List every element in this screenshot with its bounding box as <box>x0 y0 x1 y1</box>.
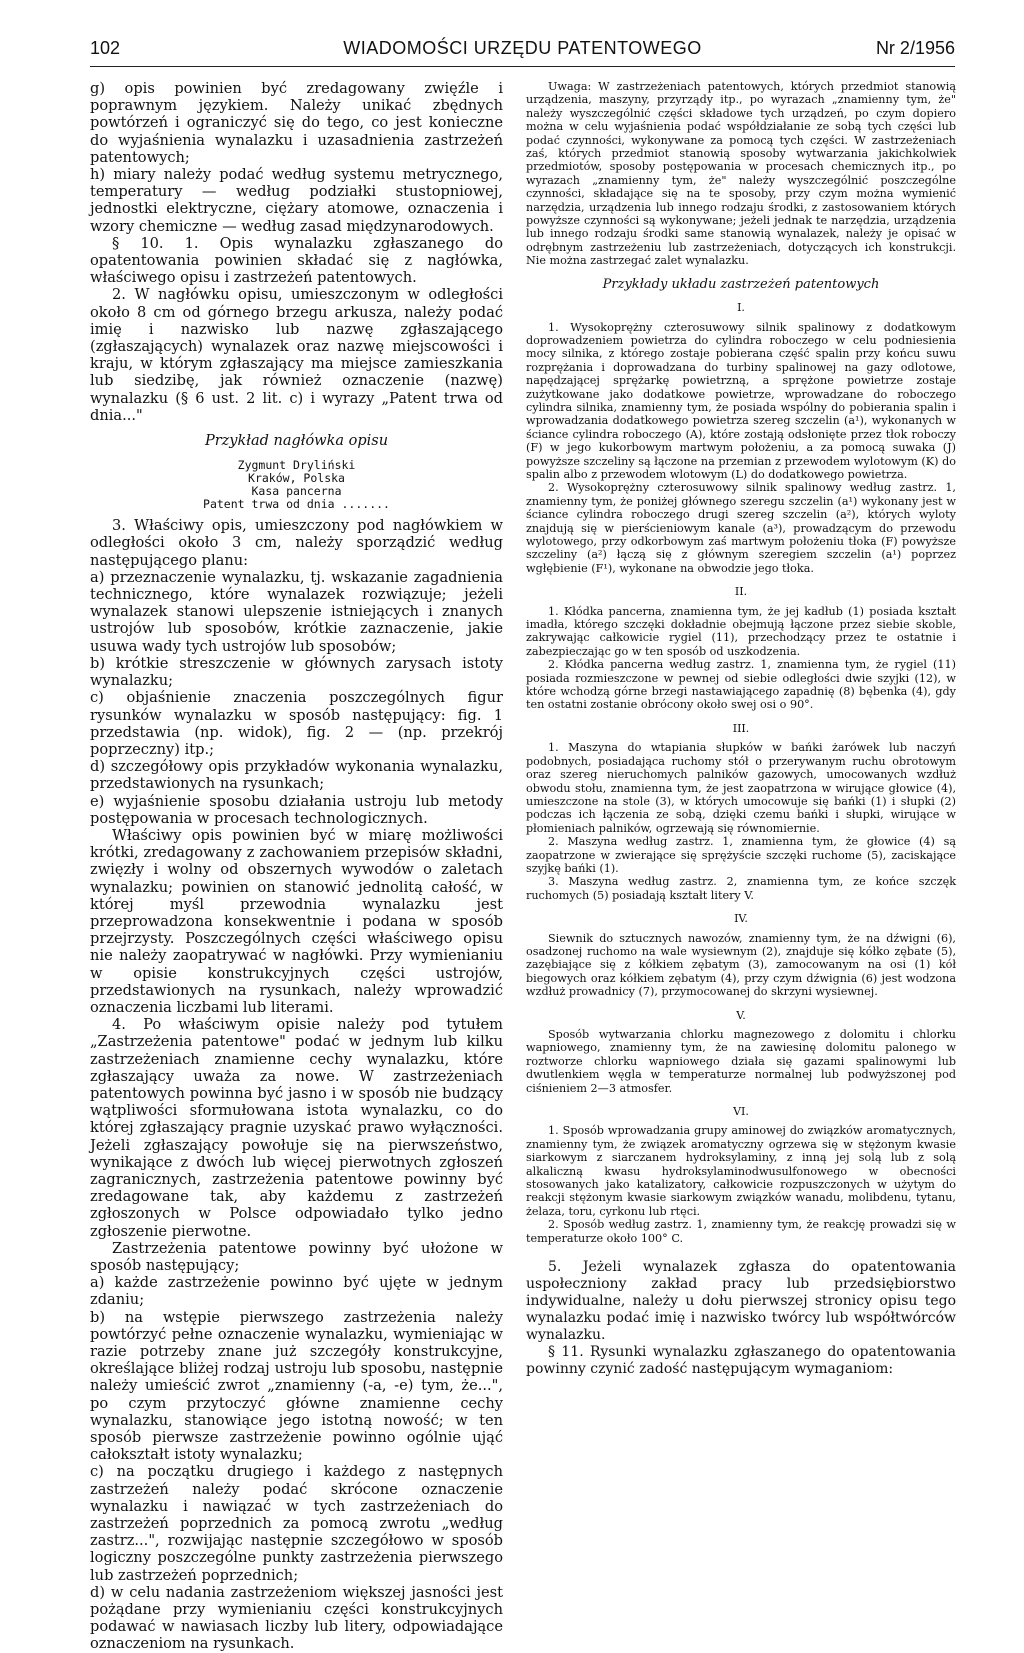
example-line: Kraków, Polska <box>248 471 345 486</box>
claims-layout-intro: Zastrzeżenia patentowe powinny być ułożone w sposób następujący; <box>90 1239 503 1274</box>
point-2: 2. W nagłówku opisu, umieszczonym w odległości około 8 cm od górnego brzegu arkusza, należy podać imię i nazwisko lub nazwę zgłaszającego (zgłaszających) wynalazek oraz nazwę miejscowości i kraju, w którym zgłaszający ma miejsce zamieszkania lub siedzibę, jak również oznaczenie (nazwę) wynalazku (§ 6 ust. 2 lit. c) i wyrazy „Patent trwa od dnia..." <box>90 286 503 424</box>
item-g: g) opis powinien być zredagowany zwięźle i poprawnym językiem. Należy unikać zbędnych powtórzeń i ograniczyć się do tego, co jest konieczne do wyjaśnienia wynalazku i uzasadnienia zastrzeżeń patentowych; <box>90 80 503 166</box>
point-5: 5. Jeżeli wynalazek zgłasza do opatentowania uspołeczniony zakład pracy lub przedsiębiorstwo indywidualne, należy u dołu pierwszej stronicy opisu tego wynalazku podać imię i nazwisko twórcy lub współtwórców wynalazku. <box>526 1259 956 1344</box>
page-header <box>90 38 955 64</box>
claim: 1. Kłódka pancerna, znamienna tym, że jej kadłub (1) posiada kształt imadła, którego szczęki dokładnie obejmują łączone przez siebie skoble, zakrywając całkowicie rygiel (11), przechodzący przez te ostatnie i zabezpieczając go w ten sposób od uszkodzenia. <box>526 604 956 658</box>
claim: 1. Wysokoprężny czterosuwowy silnik spalinowy z dodatkowym doprowadzeniem powietrza do cylindra roboczego w celu podniesienia mocy silnika, z którego zostaje pobierana część spalin przy końcu suwu rozprężania i doprowadzana do turbiny spalinowej na gazy odlotowe, napędzającej sprężarkę powietrzną, a sprężone powietrze zostaje zużytkowane jako dodatkowe powietrze, wprowadzane do roboczego cylindra silnika, znamienny tym, że posiada wspólny do pobierania spalin i wprowadzania dodatkowego powietrza szereg szczelin (a¹), wykonanych w ściance cylindra roboczego (A), które zostają odsłonięte przez tłok roboczy (F) w jego kukorbowym martwym położeniu, a za pomocą suwaka (J) powyższe szczeliny są łączone na przemian z przewodem wylotowym (K) do spalin albo z przewodem wlotowym (L) do dodatkowego powietrza. <box>526 320 956 481</box>
journal-title: WIADOMOŚCI URZĘDU PATENTOWEGO <box>343 38 702 58</box>
point-3: 3. Właściwy opis, umieszczony pod nagłówkiem w odległości około 3 cm, należy sporządzić według następującego planu: <box>90 517 503 569</box>
claim: 2. Kłódka pancerna według zastrz. 1, znamienna tym, że rygiel (11) posiada rozmieszczone w pewnej od siebie odległości dwie szyjki (12), w które wchodzą górne brzegi nastawiającego zapadnię (8) bębenka (4), gdy ten ostatni zostanie obrócony około swej osi o 90°. <box>526 658 956 712</box>
description-paragraph: Właściwy opis powinien być w miarę możliwości krótki, zredagowany z zachowaniem przepisów składni, zwięzły i wolny od obszernych wywodów o zaletach wynalazku; powinien on stanowić jednolitą całość, w której myśl przewodnia wynalazku jest przeprowadzona konsekwentnie i podana w sposób przejrzysty. Poszczególnych części właściwego opisu nie należy zaopatrywać w nagłówki. Przy wymienianiu w opisie konstrukcyjnych części ustrojów, przedstawionych na rysunkach, należy wprowadzić oznaczenia liczbami lub literami. <box>90 826 503 1016</box>
page-number: 102 <box>90 38 121 58</box>
item-a: a) przeznaczenie wynalazku, tj. wskazanie zagadnienia technicznego, które wynalazek rozwiązuje; jeżeli wynalazek stanowi ulepszenie istniejących i znanych ustrojów lub sposobów, krótkie zaznaczenie, jakie usuwa wady tych ustrojów lub sposobów; <box>90 568 503 655</box>
example-number: I. <box>737 301 745 315</box>
claims-item-b: b) na wstępie pierwszego zastrzeżenia należy powtórzyć pełne oznaczenie wynalazku, wymieniając w razie potrzeby znane już szczegóły konstrukcyjne, określające bliżej rodzaj ustroju lub sposobu, następnie należy umieścić zwrot „znamienny (-a, -e) tym, że...", po czym przytoczyć główne znamienne cechy wynalazku, stanowiące jego istotną nowość; w ten sposób pierwsze zastrzeżenie powinno ogólnie ująć całokształt istoty wynalazku; <box>90 1308 503 1464</box>
item-h: h) miary należy podać według systemu metrycznego, temperatury — według podziałki stustopniowej, jednostki elektryczne, ciężary atomowe, oznaczenia i wzory chemiczne — według zasad międzynarodowych. <box>90 166 503 235</box>
note-paragraph: Uwaga: W zastrzeżeniach patentowych, których przedmiot stanowią urządzenia, maszyny, przyrządy itp., po wyrazach „znamienny tym, że" należy wyszczególnić części składowe tych urządzeń, po czym dopiero można w celu wyjaśnienia podać współdziałanie ze sobą tych części lub podać czynności, wykonywane za pomocą tych części. W zastrzeżeniach zaś, których przedmiot stanowią sposoby wytwarzania jakichkolwiek przedmiotów, sposoby postępowania w procesach chemicznych itp., po wyrazach „znamienny tym, że" należy wyszczególnić poszczególne czynności, składające się na te sposoby, przy czym można wymienić narzędzia, urządzenia lub innego rodzaju środki, z zastosowaniem których powyższe czynności są wykonywane; jeżeli jednak te narzędzia, urządzenia lub innego rodzaju środki same stanowią wynalazek, należy je opisać w odrębnym zastrzeżeniu lub zastrzeżeniach, dotyczących ich konstrukcji. Nie można zastrzegać zalet wynalazku. <box>526 80 956 268</box>
example-number: III. <box>732 721 750 735</box>
example-number: II. <box>734 585 748 599</box>
point-4: 4. Po właściwym opisie należy pod tytułem „Zastrzeżenia patentowe" podać w jednym lub kilku zastrzeżeniach znamienne cechy wynalazku, które zgłaszający uważa za nowe. W zastrzeżeniach patentowych powinna być jasno i w sposób nie budzący wątpliwości sformułowana istota wynalazku, co do której zgłaszający pragnie uzyskać prawo wyłączności. Jeżeli zgłaszający powołuje się na pierwszeństwo, wynikające z dwóch lub więcej pierwotnych zgłoszeń zagranicznych, zastrzeżenia patentowe powinny być zredagowane tak, aby każdemu z zastrzeżeń zgłoszonych w Polsce odpowiadało tylko jedno zgłoszenie pierwotne. <box>90 1016 503 1240</box>
example-line: Kasa pancerna <box>251 484 342 499</box>
claims-item-d: d) w celu nadania zastrzeżeniom większej jasności jest pożądane przy wymienianiu części konstrukcyjnych podawać w nawiasach liczby lub litery, odpowiadające oznaczeniom na rysunkach. <box>90 1583 503 1653</box>
item-b: b) krótkie streszczenie w głównych zarysach istoty wynalazku; <box>90 654 503 690</box>
example-line: Patent trwa od dnia ....... <box>203 497 390 512</box>
claims-item-c: c) na początku drugiego i każdego z następnych zastrzeżeń należy podać skrócone oznaczenie wynalazku i nawiązać w tych zastrzeżeniach do zastrzeżeń poprzednich za pomocą zwrotu „według zastrz...", rozwijając następnie szczegółowo w sposób logiczny poszczególne punkty zastrzeżenia pierwszego lub zastrzeżeń poprzednich; <box>90 1463 503 1584</box>
claims-item-a: a) każde zastrzeżenie powinno być ujęte w jednym zdaniu; <box>90 1274 503 1309</box>
claim: 1. Maszyna do wtapiania słupków w bańki żarówek lub naczyń podobnych, posiadająca ruchomy stół o przerywanym ruchu obrotowym oraz szereg nieruchomych palników gazowych, umocowanych wzdłuż obwodu stołu, znamienna tym, że jest zaopatrzona w wirujące głowice (4), umieszczone na stole (3), w których umocowuje się bańki (1) i słupki (2) podczas ich łączenia ze sobą, dzięki czemu bańki i słupki, wirujące w płomieniach palników, ogrzewają się równomiernie. <box>526 741 956 835</box>
issue-number: Nr 2/1956 <box>875 38 955 58</box>
example-number: IV. <box>734 912 748 926</box>
claim: 3. Maszyna według zastrz. 2, znamienna tym, ze końce szczęk ruchomych (5) posiadają kształt litery V. <box>526 875 956 902</box>
left-column <box>90 80 503 1653</box>
right-column <box>526 80 956 1378</box>
claim: 1. Sposób wprowadzania grupy aminowej do związków aromatycznych, znamienny tym, że związek aromatyczny ogrzewa się w stężonym kwasie siarkowym z siarczanem hydroksylaminy, z inną jej solą lub z solą alkaliczną kwasu hydroksylaminodwusulfonowego w obecności stosowanych jako katalizatory, całkowicie rozpuszczonych w użytym do reakcji stężonym kwasie siarkowym związków wanadu, molibdenu, tytanu, żelaza, toru, cyrkonu lub rtęci. <box>526 1124 956 1218</box>
claim: 2. Sposób według zastrz. 1, znamienny tym, że reakcję prowadzi się w temperaturze około 100° C. <box>526 1218 956 1245</box>
section-10: § 10. 1. Opis wynalazku zgłaszanego do opatentowania powinien składać się z nagłówka, właściwego opisu i zastrzeżeń patentowych. <box>90 234 503 287</box>
example-line: Zygmunt Dryliński <box>237 458 356 473</box>
claim: Siewnik do sztucznych nawozów, znamienny tym, że na dźwigni (6), osadzonej ruchomo na wale wysiewnym (2), znajduje się kółko zębate (5), zazębiające się z kółkiem zębatym (3), zamocowanym na osi (1) kół biegowych oraz kółkiem zębatym (4), przy czym dźwignia (6) jest wodzona wzdłuż prowadnicy (7), przymocowanej do skrzyni wysiewnej. <box>526 931 956 999</box>
example-number: V. <box>736 1008 746 1022</box>
claim: 2. Wysokoprężny czterosuwowy silnik spalinowy według zastrz. 1, znamienny tym, że poniżej głównego szeregu szczelin (a¹) wykonany jest w ściance cylindra roboczego drugi szereg szczelin (a²), których wyloty znajdują się w pierścieniowym kanale (a³), prowadzącym do przewodu wylotowego, przy odkorbowym zaś martwym położeniu tłoka (F) powyższe szczeliny (a²) łączą się z głównym szeregiem szczelin (a¹) poprzez wgłębienie (F¹), wykonane na obwodzie jego tłoka. <box>526 481 956 575</box>
item-d: d) szczegółowy opis przykładów wykonania wynalazku, przedstawionych na rysunkach; <box>90 758 503 793</box>
examples-heading: Przykłady układu zastrzeżeń patentowych <box>602 276 880 292</box>
item-e: e) wyjaśnienie sposobu działania ustroju lub metody postępowania w procesach technologicznych. <box>90 792 503 827</box>
example-block <box>90 459 503 511</box>
header-rule <box>90 66 955 67</box>
example-heading: Przykład nagłówka opisu <box>204 433 389 450</box>
claim: Sposób wytwarzania chlorku magnezowego z dolomitu i chlorku wapniowego, znamienny tym, że na zawiesinę dolomitu palonego w roztworze chlorku wapniowego działa się gazami spalinowymi lub dwutlenkiem węgla w temperaturze normalnej lub podwyższonej pod ciśnieniem 2—3 atmosfer. <box>526 1028 956 1095</box>
claim: 2. Maszyna według zastrz. 1, znamienna tym, że głowice (4) są zaopatrzone w zwierające się sprężyście szczęki ruchome (5), zaciskające szyjkę bańki (1). <box>526 835 956 875</box>
section-11: § 11. Rysunki wynalazku zgłaszanego do opatentowania powinny czynić zadość następującym wymaganiom: <box>526 1344 956 1378</box>
example-number: VI. <box>733 1105 749 1119</box>
item-c: c) objaśnienie znaczenia poszczególnych figur rysunków wynalazku w sposób następujący: fig. 1 przedstawia (np. widok), fig. 2 — (np. przekrój poprzeczny) itp.; <box>90 689 503 758</box>
